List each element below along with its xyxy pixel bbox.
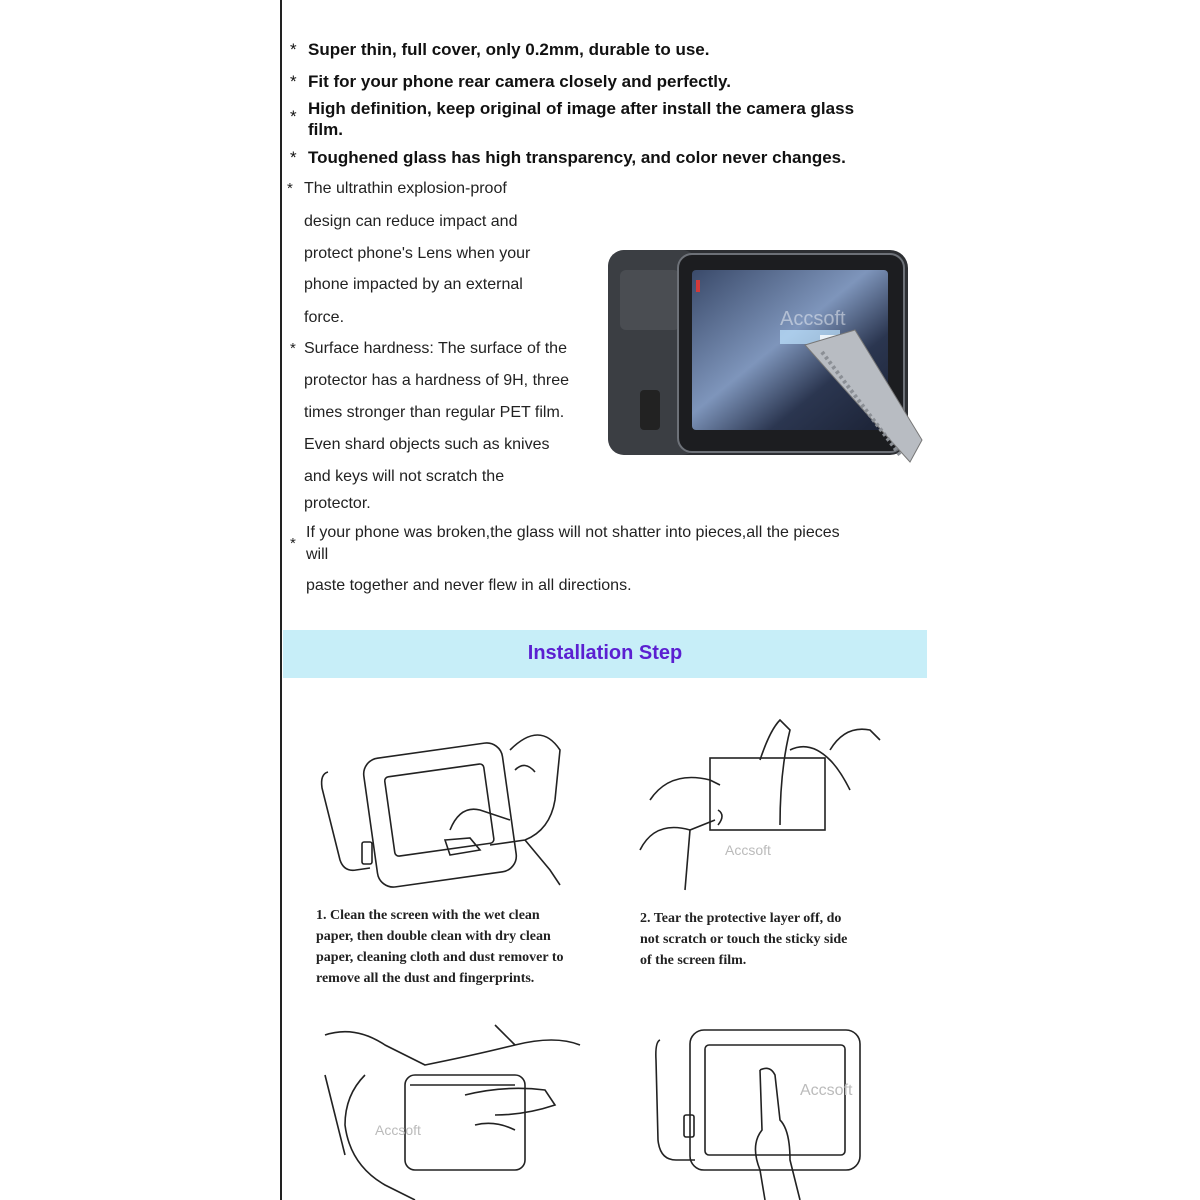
bullet-marker: * — [290, 72, 297, 91]
caption-line: 2. Tear the protective layer off, do — [640, 911, 842, 926]
watermark-text: Accsoft — [725, 842, 771, 858]
hardness-line: protector. — [304, 495, 371, 512]
feature-bullet-hd — [290, 98, 890, 140]
ultrathin-line: phone impacted by an external — [304, 276, 523, 293]
installation-banner — [283, 630, 927, 678]
watermark-text: Accsoft — [375, 1122, 421, 1138]
step1-caption — [316, 905, 563, 989]
caption-line: 1. Clean the screen with the wet clean — [316, 908, 540, 923]
feature-bullet-thin — [290, 39, 920, 60]
hardness-line: protector has a hardness of 9H, three — [304, 372, 570, 389]
feature-bullet-glass — [290, 147, 920, 168]
feature-text: Toughened glass has high transparency, and color never changes. — [308, 148, 846, 167]
hardness-line: Surface hardness: The surface of the — [304, 340, 567, 357]
hardness-line: and keys will not scratch the — [304, 468, 505, 485]
ultrathin-line: The ultrathin explosion-proof — [304, 180, 507, 197]
camera-product-image — [600, 240, 925, 465]
hardness-line: times stronger than regular PET film. — [304, 404, 565, 421]
ultrathin-line: design can reduce impact and — [304, 213, 518, 230]
bullet-marker: * — [290, 340, 296, 357]
watermark-text: Accsoft — [800, 1082, 853, 1099]
bullet-marker: * — [290, 107, 297, 126]
bullet-marker: * — [290, 535, 296, 552]
step1-illustration — [310, 710, 590, 900]
feature-text: High definition, keep original of image after install the camera glass film. — [308, 99, 855, 139]
watermark-text: Accsoft — [780, 308, 846, 330]
bullet-marker: * — [287, 180, 293, 197]
ultrathin-line: protect phone's Lens when your — [304, 245, 531, 262]
feature-text: Fit for your phone rear camera closely and perfectly. — [308, 72, 731, 91]
step4-illustration — [650, 1020, 890, 1200]
feature-bullet-fit — [290, 71, 920, 92]
bullet-marker: * — [290, 40, 297, 59]
caption-line: paper, then double clean with dry clean — [316, 929, 551, 944]
step3-illustration — [315, 1015, 595, 1200]
left-border-line — [280, 0, 282, 1200]
bullet-marker: * — [290, 148, 297, 167]
caption-line: paper, cleaning cloth and dust remover to — [316, 950, 564, 965]
caption-line: not scratch or touch the sticky side — [640, 932, 848, 947]
ultrathin-line: force. — [304, 309, 345, 326]
caption-line: remove all the dust and fingerprints. — [316, 971, 535, 986]
installation-title: Installation Step — [527, 642, 683, 664]
hardness-line: Even shard objects such as knives — [304, 436, 550, 453]
feature-text: Super thin, full cover, only 0.2mm, durable to use. — [308, 40, 710, 59]
broken-line: paste together and never flew in all directions. — [306, 577, 632, 594]
caption-line: of the screen film. — [640, 953, 747, 968]
broken-line: will — [306, 546, 329, 563]
step2-caption — [640, 908, 847, 971]
step2-illustration — [630, 710, 890, 900]
broken-line: If your phone was broken,the glass will not shatter into pieces,all the pieces — [306, 524, 840, 541]
